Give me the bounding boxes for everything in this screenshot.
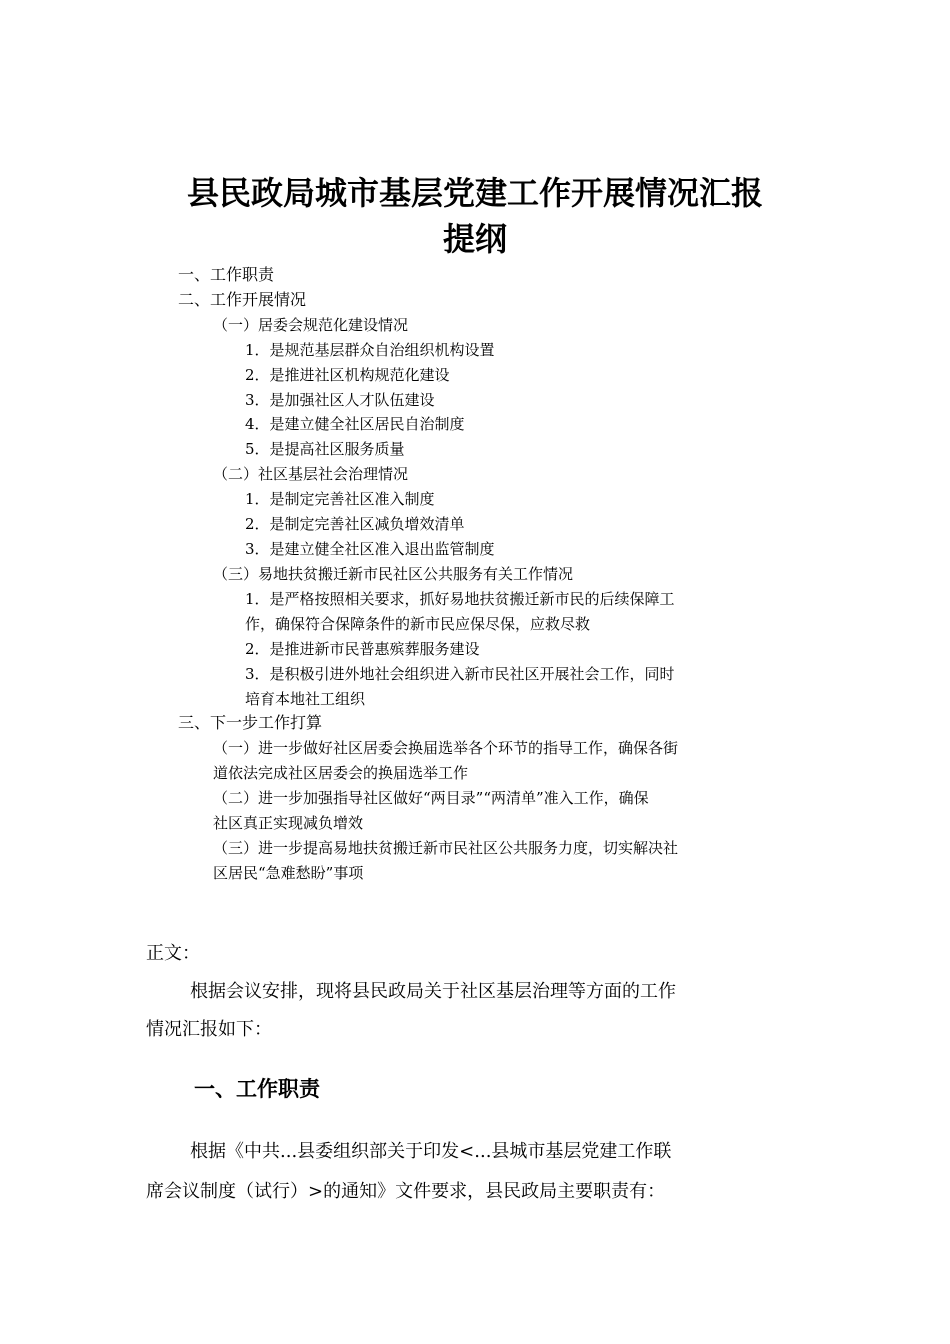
section-heading: 一、工作职责 (194, 1077, 320, 1101)
outline-item: 1．是规范基层群众自治组织机构设置 (245, 341, 495, 359)
outline-heading-3: 三、下一步工作打算 (178, 713, 323, 732)
outline-item-continued: 作，确保符合保障条件的新市民应保尽保，应救尽救 (245, 615, 591, 633)
outline-heading-1: 一、工作职责 (178, 265, 275, 284)
body-paragraph-1-line-2: 情况汇报如下： (146, 1019, 272, 1040)
outline-subheading: （三）易地扶贫搬迁新市民社区公共服务有关工作情况 (213, 565, 574, 583)
body-paragraph-2-line-2: 席会议制度（试行）>的通知》文件要求，县民政局主要职责有： (146, 1181, 666, 1202)
outline-item: 3．是加强社区人才队伍建设 (245, 391, 435, 409)
body-paragraph-1-line-1: 根据会议安排，现将县民政局关于社区基层治理等方面的工作 (190, 981, 676, 1002)
outline-item: 4．是建立健全社区居民自治制度 (245, 415, 465, 433)
outline-item-continued: 培育本地社工组织 (245, 690, 366, 708)
outline-item: 2．是推进社区机构规范化建设 (245, 366, 450, 384)
outline-subheading: （一）居委会规范化建设情况 (213, 316, 409, 334)
document-title-line2: 提纲 (442, 220, 507, 258)
body-label: 正文： (146, 943, 200, 964)
outline-item: 3．是建立健全社区准入退出监管制度 (245, 540, 495, 558)
outline-subheading: （二）社区基层社会治理情况 (213, 465, 409, 483)
outline-item: 3．是积极引进外地社会组织进入新市民社区开展社会工作，同时 (245, 665, 675, 683)
outline-item: 1．是制定完善社区准入制度 (245, 490, 435, 508)
outline-subheading: （一）进一步做好社区居委会换届选举各个环节的指导工作，确保各街 (213, 739, 679, 757)
outline-subheading: （二）进一步加强指导社区做好“两目录”“两清单”准入工作，确保 (213, 789, 649, 807)
outline-item: 2．是制定完善社区减负增效清单 (245, 515, 465, 533)
outline-subheading-continued: 道依法完成社区居委会的换届选举工作 (213, 764, 469, 782)
outline-heading-2: 二、工作开展情况 (178, 290, 307, 309)
outline-item: 2．是推进新市民普惠殡葬服务建设 (245, 640, 480, 658)
outline-item: 1．是严格按照相关要求，抓好易地扶贫搬迁新市民的后续保障工 (245, 590, 675, 608)
outline-subheading-continued: 社区真正实现减负增效 (213, 814, 364, 832)
outline-item: 5．是提高社区服务质量 (245, 440, 405, 458)
outline-subheading-continued: 区居民“急难愁盼”事项 (213, 864, 364, 882)
outline-subheading: （三）进一步提高易地扶贫搬迁新市民社区公共服务力度，切实解决社 (213, 839, 679, 857)
document-title-line1: 县民政局城市基层党建工作开展情况汇报 (186, 174, 763, 212)
body-paragraph-2-line-1: 根据《中共...县委组织部关于印发<...县城市基层党建工作联 (190, 1141, 672, 1162)
